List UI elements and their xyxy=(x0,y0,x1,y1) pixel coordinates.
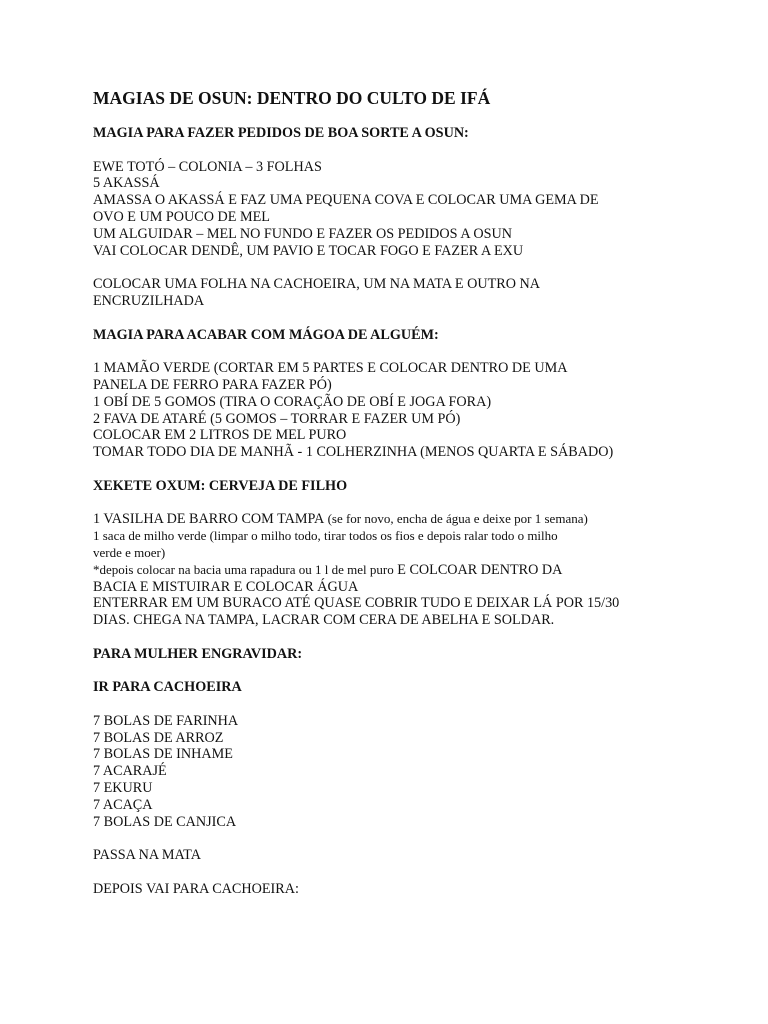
text-line: PASSA NA MATA xyxy=(93,847,201,864)
text-line xyxy=(93,511,693,528)
paragraph xyxy=(93,360,693,461)
text-line: UM ALGUIDAR – MEL NO FUNDO E FAZER OS PEDIDOS A OSUN xyxy=(93,225,512,242)
document-page xyxy=(93,88,693,914)
text-line: COLOCAR UMA FOLHA NA CACHOEIRA, UM NA MATA E OUTRO NA xyxy=(93,276,540,293)
text-line: EWE TOTÓ – COLONIA – 3 FOLHAS xyxy=(93,158,322,175)
section-heading-xekete: XEKETE OXUM: CERVEJA DE FILHO xyxy=(93,477,348,494)
list-item: 7 ACAÇA xyxy=(93,796,153,813)
list-item: 7 ACARAJÉ xyxy=(93,763,167,780)
document-title: MAGIAS DE OSUN: DENTRO DO CULTO DE IFÁ xyxy=(93,88,491,108)
text-line: PANELA DE FERRO PARA FAZER PÓ) xyxy=(93,376,332,393)
list-item: 7 EKURU xyxy=(93,780,153,797)
paragraph xyxy=(93,847,693,864)
text-line: 1 OBÍ DE 5 GOMOS (TIRA O CORAÇÃO DE OBÍ E JOGA FORA) xyxy=(93,393,492,410)
text-line: AMASSA O AKASSÁ E FAZ UMA PEQUENA COVA E COLOCAR UMA GEMA DE xyxy=(93,192,599,209)
text-line: ENTERRAR EM UM BURACO ATÉ QUASE COBRIR TUDO E DEIXAR LÁ POR 15/30 xyxy=(93,595,620,612)
text-run-small: *depois colocar na bacia uma rapadura ou 1 l de mel puro xyxy=(93,561,394,577)
text-line: 1 MAMÃO VERDE (CORTAR EM 5 PARTES E COLOCAR DENTRO DE UMA xyxy=(93,360,568,377)
text-run: E COLCOAR DENTRO DA xyxy=(393,561,563,578)
text-line: 1 saca de milho verde (limpar o milho todo, tirar todos os fios e depois ralar todo o milho xyxy=(93,528,558,544)
text-line: TOMAR TODO DIA DE MANHÃ - 1 COLHERZINHA (MENOS QUARTA E SÁBADO) xyxy=(93,444,614,461)
list-item: 7 BOLAS DE ARROZ xyxy=(93,729,224,746)
text-line: COLOCAR EM 2 LITROS DE MEL PURO xyxy=(93,427,347,444)
section-heading-engravidar: PARA MULHER ENGRAVIDAR: xyxy=(93,645,303,662)
text-line: BACIA E MISTUIRAR E COLOCAR ÁGUA xyxy=(93,578,359,595)
text-run-small: (se for novo, encha de água e deixe por 1 semana) xyxy=(324,511,588,527)
text-line: verde e moer) xyxy=(93,544,166,560)
section-heading-boa-sorte: MAGIA PARA FAZER PEDIDOS DE BOA SORTE A OSUN: xyxy=(93,125,469,141)
paragraph xyxy=(93,159,693,260)
text-line xyxy=(93,562,693,579)
section-heading-cachoeira: IR PARA CACHOEIRA xyxy=(93,679,242,696)
section-heading-magoa: MAGIA PARA ACABAR COM MÁGOA DE ALGUÉM: xyxy=(93,326,439,343)
text-line: 2 FAVA DE ATARÉ (5 GOMOS – TORRAR E FAZER UM PÓ) xyxy=(93,410,461,427)
list-item: 7 BOLAS DE FARINHA xyxy=(93,712,239,729)
paragraph xyxy=(93,881,693,898)
list-item: 7 BOLAS DE CANJICA xyxy=(93,813,237,830)
paragraph xyxy=(93,713,693,831)
text-line: 5 AKASSÁ xyxy=(93,175,160,192)
text-line: DEPOIS VAI PARA CACHOEIRA: xyxy=(93,880,299,897)
paragraph xyxy=(93,511,693,629)
text-run: 1 VASILHA DE BARRO COM TAMPA xyxy=(93,511,325,528)
text-line: VAI COLOCAR DENDÊ, UM PAVIO E TOCAR FOGO E FAZER A EXU xyxy=(93,242,524,259)
text-line: ENCRUZILHADA xyxy=(93,292,205,309)
text-line: OVO E UM POUCO DE MEL xyxy=(93,208,270,225)
list-item: 7 BOLAS DE INHAME xyxy=(93,746,233,763)
text-line: DIAS. CHEGA NA TAMPA, LACRAR COM CERA DE ABELHA E SOLDAR. xyxy=(93,612,555,629)
paragraph xyxy=(93,276,693,310)
